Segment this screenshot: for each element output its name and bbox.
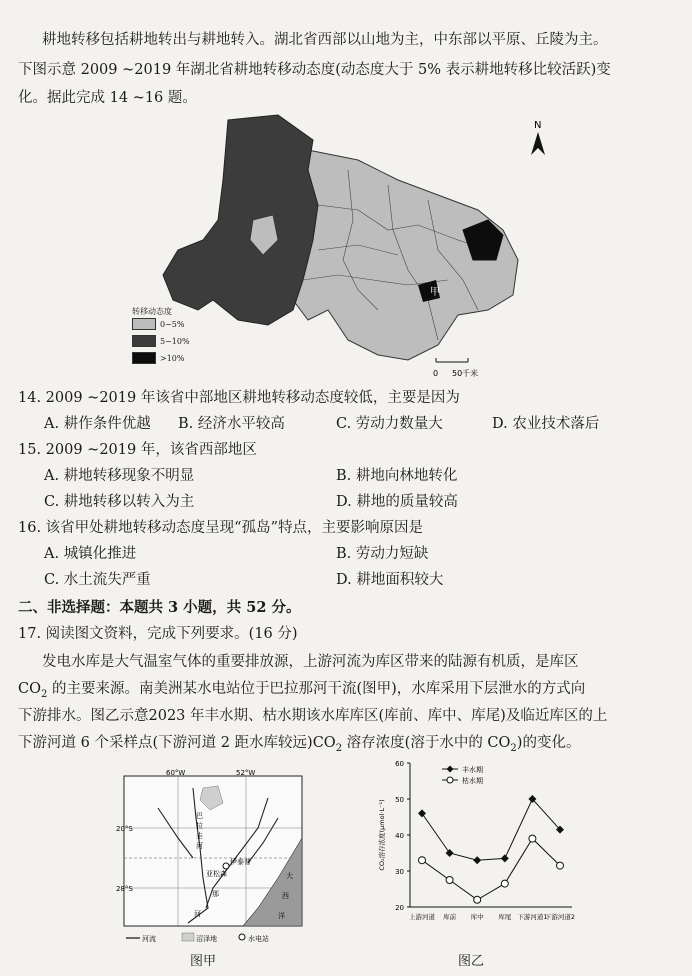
lon-2: 52°W [236,769,256,777]
series-0-point-3 [501,854,509,862]
x-tick-label-2: 库中 [470,913,484,921]
y-tick-label-0: 20 [395,904,404,912]
hubei-map-figure [118,110,568,385]
fig1-label-1: 拉 [196,822,203,830]
series-1-point-1 [446,877,453,884]
series-line-0 [422,799,560,860]
series-1-point-0 [419,857,426,864]
fig1-label-0: 巴 [196,812,203,820]
x-tick-label-0: 上游河道 [409,913,435,921]
q17-stem: 17. 阅读图文资料，完成下列要求。(16 分) [18,626,298,642]
legend-marker-1 [447,777,453,783]
q14-option-a: A. 耕作条件优越 [44,416,151,432]
fig-yi-caption: 图乙 [458,954,485,969]
scale-label: 50千米 [452,369,479,378]
q17-para-2-sub: 2 [40,688,48,700]
x-tick-label-4: 下游河道1 [517,913,548,921]
q15-option-b: B. 耕地向林地转化 [336,468,458,484]
legend-label-series-0: 丰水期 [462,766,483,774]
legend-swamp: 沼泽地 [196,935,217,943]
series-0-point-0 [418,809,426,817]
fig1-label-9: 西 [282,892,289,900]
scale-bar [433,358,478,378]
legend-title: 转移动态度 [132,307,172,316]
intro-line-3: 化。据此完成 14 ~16 题。 [18,90,197,106]
legend-item-0 [132,318,184,330]
legend-dam: 水电站 [248,935,269,943]
q17-para-2 [18,679,585,705]
legend-label-series-1: 枯水期 [462,777,483,785]
q15-stem: 15. 2009 ~2019 年，该省西部地区 [18,442,257,458]
x-tick-label-1: 库前 [443,913,457,921]
series-0-point-1 [446,849,454,857]
q17-para-2-a: CO [18,681,41,697]
q17-para-3: 下游排水。图乙示意2023 年丰水期、枯水期该水库库区(库前、库中、库尾)及临近库区的上 [18,708,608,724]
legend-label-1: 5~10% [160,336,190,346]
q16-option-c: C. 水土流失严重 [44,572,151,588]
intro-line-2: 下图示意 2009 ~2019 年湖北省耕地转移动态度(动态度大于 5% 表示耕地转移比较活跃)变 [18,62,611,78]
fig-jia-caption: 图甲 [190,954,217,969]
legend-swatch-2 [132,352,156,364]
q17-para-4-c: 溶存浓度(溶于水中的 CO [342,735,511,751]
q14-option-d: D. 农业技术落后 [492,416,600,432]
y-axis-label: CO₂溶存浓度(μmol·L⁻¹) [378,799,386,871]
section-2-heading: 二、非选择题：本题共 3 小题，共 52 分。 [18,599,301,616]
q14-option-c: C. 劳动力数量大 [336,416,443,432]
q17-para-1: 发电水库是大气温室气体的重要排放源，上游河流为库区带来的陆源有机质，是库区 [42,654,579,670]
x-tick-label-3: 库尾 [498,913,512,921]
y-tick-label-3: 50 [395,796,404,804]
q15-option-d: D. 耕地的质量较高 [336,494,458,510]
series-1-point-2 [474,896,481,903]
series-1-point-5 [557,862,564,869]
q15-option-a: A. 耕地转移现象不明显 [44,468,195,484]
series-line-1 [422,839,560,900]
co2-line-chart [372,755,582,950]
series-1-point-4 [529,835,536,842]
fig1-label-5: 亚松森 [206,870,227,878]
marker-jia: 甲 [430,287,440,298]
legend-item-2 [132,352,184,364]
q14-stem: 14. 2009 ~2019 年该省中部地区耕地转移动态度较低，主要是因为 [18,390,460,406]
lon-1: 60°W [166,769,186,777]
figure-jia [118,768,308,948]
q16-stem: 16. 该省甲处耕地转移动态度呈现“孤岛”特点，主要影响原因是 [18,520,423,536]
intro-line-1: 耕地转移包括耕地转出与耕地转入。湖北省西部以山地为主，中东部以平原、丘陵为主。 [42,32,608,48]
q16-option-b: B. 劳动力短缺 [336,546,429,562]
fig1-label-4: 伊泰普 [230,858,251,866]
parana-map [118,768,308,948]
fig1-label-8: 大 [286,872,293,880]
q16-option-a: A. 城镇化推进 [44,546,137,562]
x-tick-label-5: 下游河道2 [544,913,576,921]
legend-label-2: >10% [160,353,185,363]
hydro-station-icon [223,863,229,869]
q17-para-4-sub1: 2 [335,742,343,754]
y-tick-label-2: 40 [395,832,404,840]
legend-swatch-0 [132,318,156,330]
q17-para-4-a: 下游河道 6 个采样点(下游河道 2 距水库较远)CO [18,735,336,751]
series-1-point-3 [501,880,508,887]
legend-swatch-1 [132,335,156,347]
fig1-label-3: 河 [196,842,203,850]
legend-river: 河流 [142,935,156,943]
fig1-label-2: 圭 [196,832,203,840]
legend-marker-0 [447,766,454,773]
fig1-label-6: 那 [212,890,219,898]
q14-option-b: B. 经济水平较高 [178,416,285,432]
legend-item-1 [132,335,190,347]
y-tick-label-1: 30 [395,868,404,876]
figure-yi [372,755,582,950]
north-label: N [534,120,542,131]
fig1-label-7: 河 [194,910,201,918]
lat-2: 28°S [116,885,133,893]
q17-para-2-c: 的主要来源。南美洲某水电站位于巴拉那河干流(图甲)，水库采用下层泄水的方式向 [47,681,586,697]
fig1-label-10: 洋 [278,912,285,920]
lat-1: 20°S [116,825,133,833]
q16-option-d: D. 耕地面积较大 [336,572,444,588]
north-arrow-icon [531,132,545,155]
q15-option-c: C. 耕地转移以转入为主 [44,494,195,510]
series-0-point-2 [473,856,481,864]
scale-zero: 0 [433,369,439,378]
legend-label-0: 0~5% [160,319,185,329]
q17-para-4-e: )的变化。 [516,735,581,751]
q17-para-4-sub2: 2 [510,742,517,754]
y-tick-label-4: 60 [395,760,404,768]
